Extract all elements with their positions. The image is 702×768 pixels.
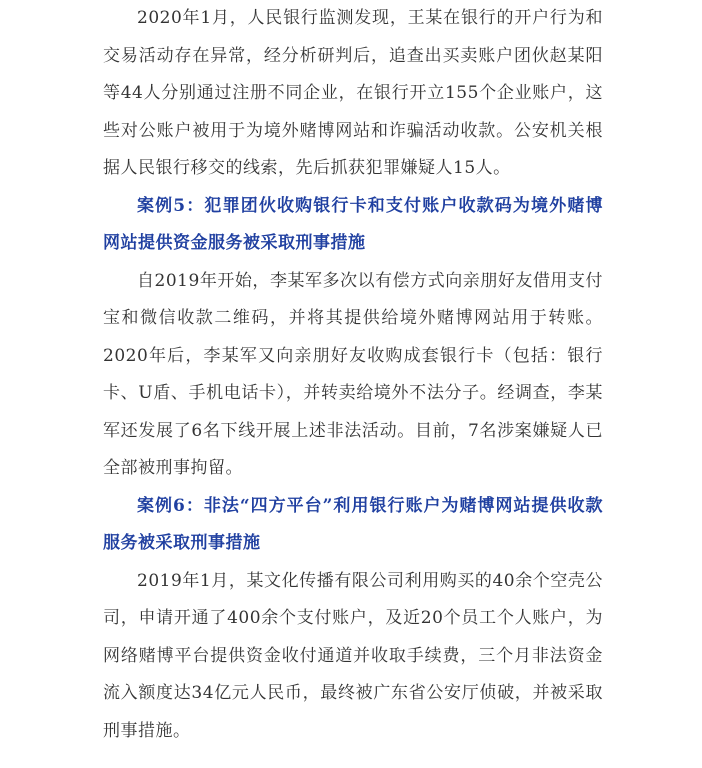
document-body: [103, 0, 603, 750]
paragraph-case-6-body: 2019年1月，某文化传播有限公司利用购买的40余个空壳公司，申请开通了400余个支付账户，及近20个员工个人账户，为网络赌博平台提供资金收付通道并收取手续费，三个月非法资金流入额度达34亿元人民币，最终被广东省公安厅侦破，并被采取刑事措施。: [103, 570, 603, 741]
paragraph-case-4-body: 2020年1月，人民银行监测发现，王某在银行的开户行为和交易活动存在异常，经分析研判后，追查出买卖账户团伙赵某阳等44人分别通过注册不同企业，在银行开立155个企业账户，这些对公账户被用于为境外赌博网站和诈骗活动收款。公安机关根据人民银行移交的线索，先后抓获犯罪嫌疑人15人。: [103, 8, 603, 178]
paragraph-case-5-body: 自2019年开始，李某军多次以有偿方式向亲朋好友借用支付宝和微信收款二维码，并将其提供给境外赌博网站用于转账。2020年后，李某军又向亲朋好友收购成套银行卡（包括：银行卡、U盾、手机电话卡），并转卖给境外不法分子。经调查，李某军还发展了6名下线开展上述非法活动。目前，7名涉案嫌疑人已全部被刑事拘留。: [103, 270, 603, 478]
case-5-heading: 案例5：犯罪团伙收购银行卡和支付账户收款码为境外赌博网站提供资金服务被采取刑事措施: [103, 195, 603, 253]
case-6-heading: 案例6：非法“四方平台”利用银行账户为赌博网站提供收款服务被采取刑事措施: [103, 495, 603, 553]
